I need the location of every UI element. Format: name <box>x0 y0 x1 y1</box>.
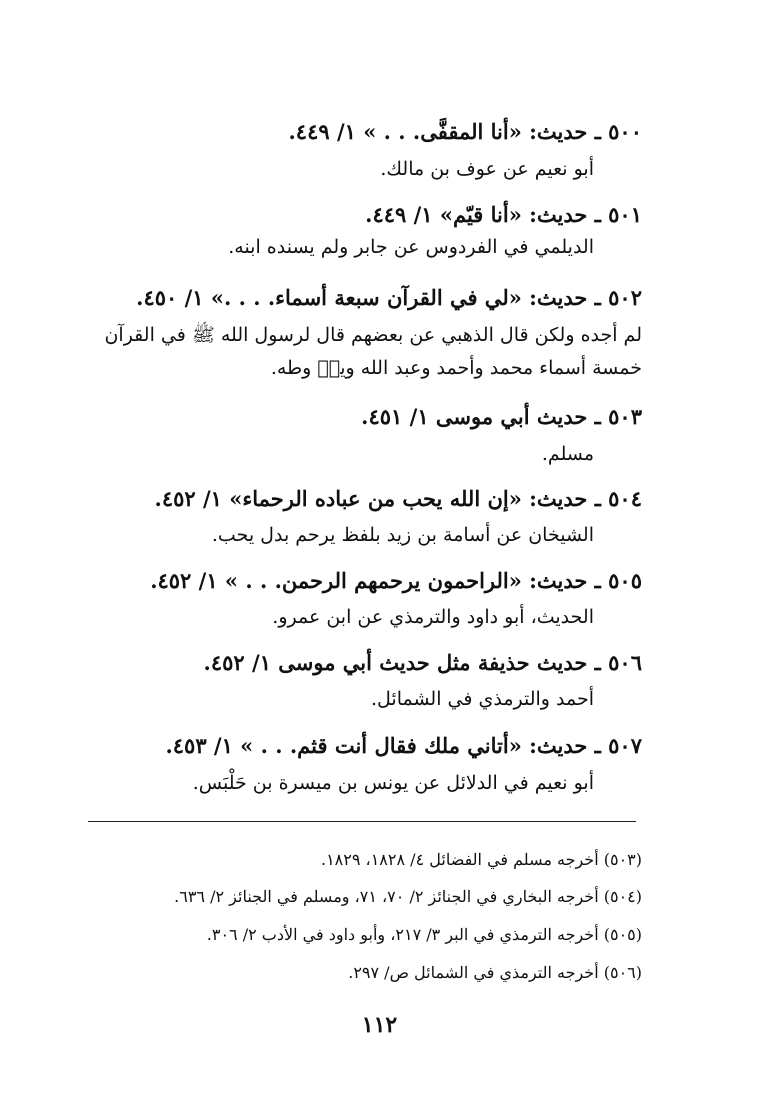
entry-502-heading: ٥٠٢ ـ حديث: «لي في القرآن سبعة أسماء. . . .» ١/ ٤٥٠. <box>136 285 642 310</box>
page-number: ١١٢ <box>361 1012 398 1038</box>
footnote-divider <box>88 821 636 822</box>
entry-504-source: الشيخان عن أسامة بن زيد بلفظ يرحم بدل يحب. <box>211 524 594 546</box>
entry-502-source-line-2: خمسة أسماء محمد وأحمد وعبد الله ويسۤ وطه. <box>270 357 642 379</box>
entry-502-source-line-1: لم أجده ولكن قال الذهبي عن بعضهم قال لرسول الله ﷺ في القرآن <box>104 324 642 346</box>
entry-506-source: أحمد والترمذي في الشمائل. <box>370 688 594 710</box>
entry-506-heading: ٥٠٦ ـ حديث حذيفة مثل حديث أبي موسى ١/ ٤٥٢. <box>203 650 642 675</box>
entry-505-source: الحديث، أبو داود والترمذي عن ابن عمرو. <box>272 606 594 628</box>
entry-501-source: الديلمي في الفردوس عن جابر ولم يسنده ابنه. <box>228 236 594 258</box>
entry-500-heading: ٥٠٠ ـ حديث: «أنا المقفَّى. . . » ١/ ٤٤٩. <box>288 119 642 144</box>
entry-507-source: أبو نعيم في الدلائل عن يونس بن ميسرة بن حَلْبَس. <box>192 772 594 794</box>
entry-503-source: مسلم. <box>541 443 594 465</box>
entry-505-heading: ٥٠٥ ـ حديث: «الراحمون يرحمهم الرحمن. . . » ١/ ٤٥٢. <box>150 568 642 593</box>
footnote-506: (٥٠٦) أخرجه الترمذي في الشمائل ص/ ٢٩٧. <box>348 963 642 982</box>
footnote-503: (٥٠٣) أخرجه مسلم في الفضائل ٤/ ١٨٢٨، ١٨٢٩. <box>320 850 642 869</box>
footnote-504: (٥٠٤) أخرجه البخاري في الجنائز ٢/ ٧٠، ٧١، ومسلم في الجنائز ٢/ ٦٣٦. <box>174 887 642 906</box>
entry-500-source: أبو نعيم عن عوف بن مالك. <box>380 158 594 180</box>
entry-501-heading: ٥٠١ ـ حديث: «أنا قيّم» ١/ ٤٤٩. <box>365 202 642 227</box>
entry-504-heading: ٥٠٤ ـ حديث: «إن الله يحب من عباده الرحماء» ١/ ٤٥٢. <box>154 486 642 511</box>
footnote-505: (٥٠٥) أخرجه الترمذي في البر ٣/ ٢١٧، وأبو داود في الأدب ٢/ ٣٠٦. <box>206 925 642 944</box>
entry-507-heading: ٥٠٧ ـ حديث: «أتاني ملك فقال أنت قثم. . . » ١/ ٤٥٣. <box>165 733 642 758</box>
entry-503-heading: ٥٠٣ ـ حديث أبي موسى ١/ ٤٥١. <box>361 404 642 429</box>
